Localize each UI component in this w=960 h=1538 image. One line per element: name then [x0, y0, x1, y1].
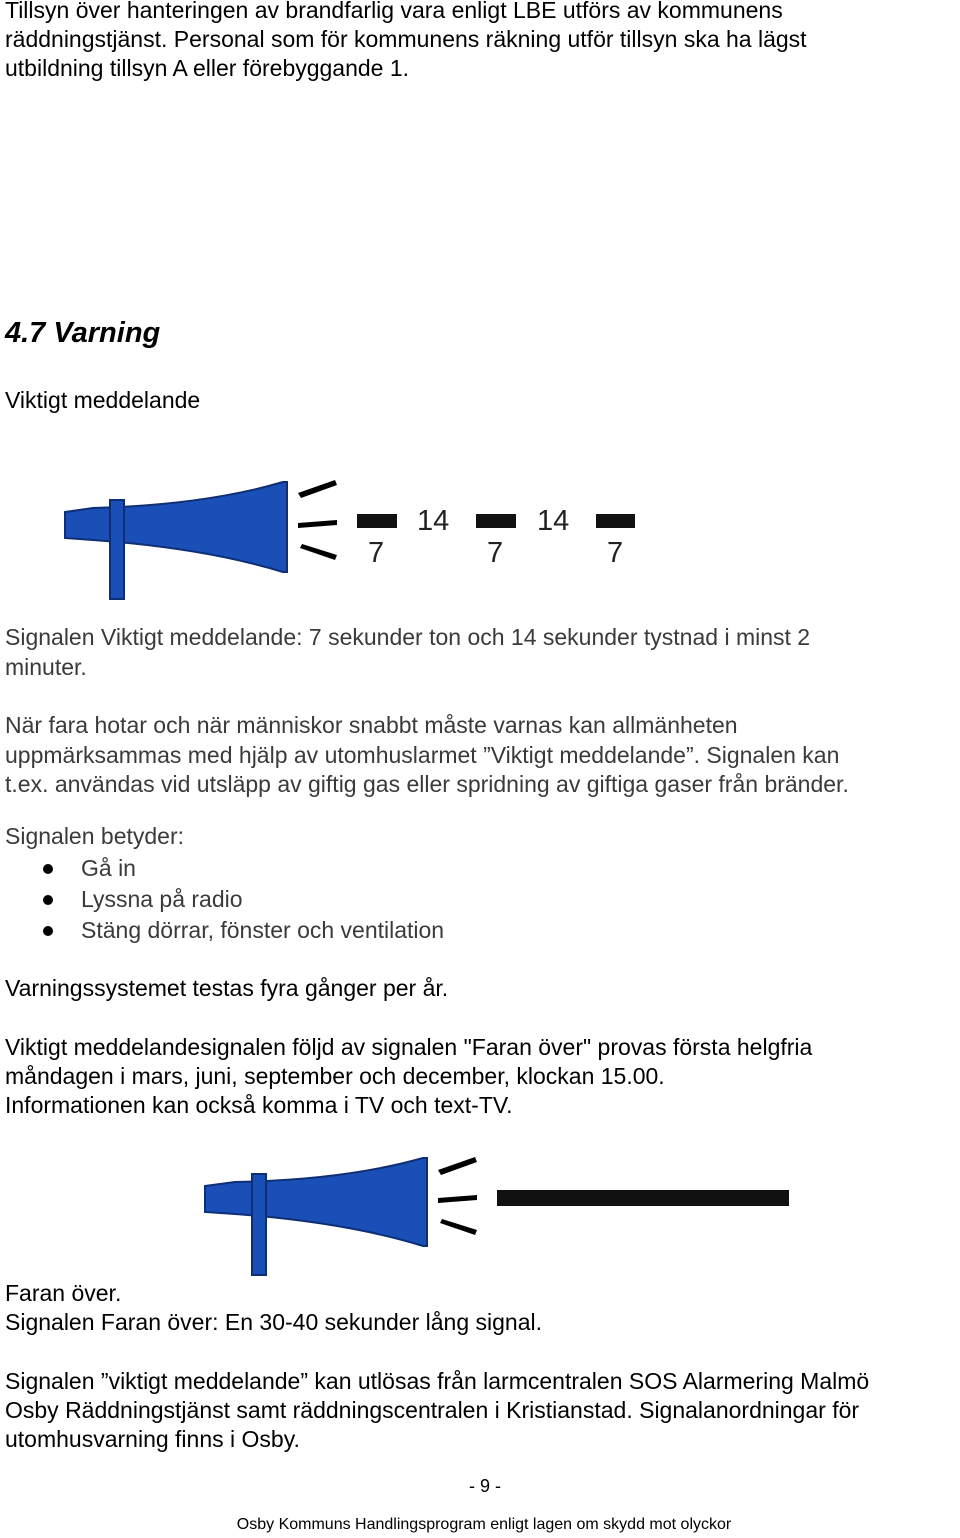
tone-label: 7 — [607, 537, 624, 569]
sound-wave-icon — [298, 480, 337, 560]
warning-line-1: När fara hotar och när människor snabbt måste varnas kan allmänheten — [5, 712, 738, 738]
bullet-icon — [43, 864, 53, 874]
continuous-tone-bar — [497, 1190, 789, 1206]
pause-label: 14 — [417, 505, 450, 537]
pulse-pattern — [357, 505, 635, 569]
tone-label: 7 — [487, 537, 504, 569]
signal-all-clear-diagram — [195, 1148, 795, 1280]
tone-label: 7 — [368, 537, 385, 569]
section-subheading: Viktigt meddelande — [5, 387, 201, 413]
bullet-icon — [43, 895, 53, 905]
all-clear-title: Faran över. — [5, 1280, 122, 1306]
tone-pulse — [357, 514, 397, 528]
closing-line-3: utomhusvarning finns i Osby. — [5, 1426, 300, 1452]
testing-text: Varningssystemet testas fyra gånger per år. — [5, 975, 449, 1001]
intro-line-2: räddningstjänst. Personal som för kommunens räkning utför tillsyn ska ha lägst — [5, 26, 807, 52]
siren-horn-icon — [205, 1158, 427, 1275]
warning-line-3: t.ex. användas vid utsläpp av giftig gas eller spridning av giftiga gaser från bränder. — [5, 771, 849, 797]
test-line-3: Informationen kan också komma i TV och text-TV. — [5, 1092, 513, 1118]
all-clear-desc: Signalen Faran över: En 30-40 sekunder lång signal. — [5, 1309, 543, 1335]
section-heading: 4.7 Varning — [5, 317, 161, 349]
signal1-desc-line-2: minuter. — [5, 654, 87, 680]
tone-pulse — [596, 514, 635, 528]
sound-wave-icon — [438, 1157, 477, 1235]
page-number: - 9 - — [468, 1476, 501, 1496]
meaning-title: Signalen betyder: — [5, 823, 185, 849]
closing-line-2: Osby Räddningstjänst samt räddningscentralen i Kristianstad. Signalanordningar för — [5, 1397, 860, 1423]
closing-line-1: Signalen ”viktigt meddelande” kan utlösas från larmcentralen SOS Alarmering Malmö — [5, 1368, 870, 1394]
test-line-1: Viktigt meddelandesignalen följd av signalen "Faran över" provas första helgfria — [5, 1034, 813, 1060]
warning-line-2: uppmärksammas med hjälp av utomhuslarmet ”Viktigt meddelande”. Signalen kan — [5, 742, 840, 768]
pause-label: 14 — [537, 505, 570, 537]
signal-important-message-diagram — [55, 472, 655, 612]
bullet-icon — [43, 926, 53, 936]
test-line-2: måndagen i mars, juni, september och december, klockan 15.00. — [5, 1063, 665, 1089]
intro-line-1: Tillsyn över hanteringen av brandfarlig vara enligt LBE utförs av kommunens — [5, 0, 783, 23]
intro-line-3: utbildning tillsyn A eller förebyggande 1. — [5, 55, 410, 81]
siren-horn-icon — [65, 482, 287, 599]
signal1-desc-line-1: Signalen Viktigt meddelande: 7 sekunder ton och 14 sekunder tystnad i minst 2 — [5, 624, 811, 650]
page-footer: Osby Kommuns Handlingsprogram enligt lagen om skydd mot olyckor — [236, 1516, 732, 1533]
tone-pulse — [476, 514, 516, 528]
